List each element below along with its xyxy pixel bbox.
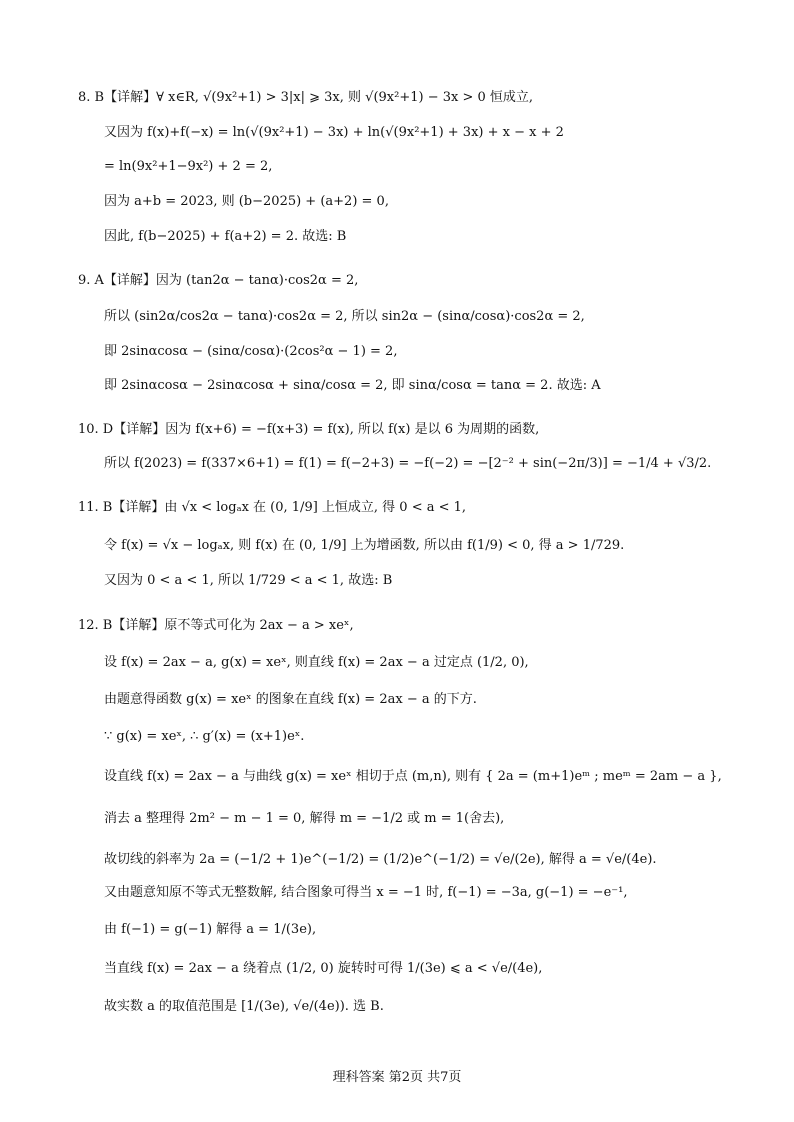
problem-11-line: 又因为 0 < a < 1, 所以 1/729 < a < 1, 故选: B — [104, 573, 393, 588]
problem-8-line: 8. B【详解】∀ x∈R, √(9x²+1) > 3|x| ⩾ 3x, 则 √(9x²+1) − 3x > 0 恒成立, — [78, 90, 534, 105]
problem-12-line: 故切线的斜率为 2a = (−1/2 + 1)e^(−1/2) = (1/2)e^(−1/2) = √e/(2e), 解得 a = √e/(4e). — [104, 852, 657, 867]
problem-12-line: 由 f(−1) = g(−1) 解得 a = 1/(3e), — [104, 922, 317, 937]
problem-10-line: 10. D【详解】因为 f(x+6) = −f(x+3) = f(x), 所以 f(x) 是以 6 为周期的函数, — [78, 422, 540, 437]
problem-12-line: 设 f(x) = 2ax − a, g(x) = xeˣ, 则直线 f(x) = 2ax − a 过定点 (1/2, 0), — [104, 655, 529, 670]
problem-12-line: 消去 a 整理得 2m² − m − 1 = 0, 解得 m = −1/2 或 m = 1(舍去), — [104, 811, 505, 826]
problem-9-line: 所以 (sin2α/cos2α − tanα)·cos2α = 2, 所以 sin2α − (sinα/cosα)·cos2α = 2, — [104, 309, 585, 324]
problem-8-line: 因为 a+b = 2023, 则 (b−2025) + (a+2) = 0, — [104, 194, 389, 209]
problem-12-line: 由题意得函数 g(x) = xeˣ 的图象在直线 f(x) = 2ax − a 的下方. — [104, 692, 477, 707]
problem-12-line: 12. B【详解】原不等式可化为 2ax − a > xeˣ, — [78, 618, 354, 633]
problem-9-line: 9. A【详解】因为 (tan2α − tanα)·cos2α = 2, — [78, 273, 359, 288]
problem-9-line: 即 2sinαcosα − (sinα/cosα)·(2cos²α − 1) = 2, — [104, 344, 398, 359]
problem-12-line: 当直线 f(x) = 2ax − a 绕着点 (1/2, 0) 旋转时可得 1/(3e) ⩽ a < √e/(4e), — [104, 961, 543, 976]
page-footer: 理科答案 第2页 共7页 — [332, 1070, 462, 1085]
problem-9-line: 即 2sinαcosα − 2sinαcosα + sinα/cosα = 2, 即 sinα/cosα = tanα = 2. 故选: A — [104, 378, 601, 393]
problem-8-line: = ln(9x²+1−9x²) + 2 = 2, — [104, 159, 273, 174]
problem-12-line: 故实数 a 的取值范围是 [1/(3e), √e/(4e)). 选 B. — [104, 999, 384, 1014]
problem-12-line: 又由题意知原不等式无整数解, 结合图象可得当 x = −1 时, f(−1) = −3a, g(−1) = −e⁻¹, — [104, 885, 628, 900]
problem-12-line: ∵ g(x) = xeˣ, ∴ g′(x) = (x+1)eˣ. — [104, 729, 305, 744]
problem-12-line: 设直线 f(x) = 2ax − a 与曲线 g(x) = xeˣ 相切于点 (m,n), 则有 { 2a = (m+1)eᵐ ; meᵐ = 2am − a }, — [104, 769, 722, 784]
problem-8-line: 因此, f(b−2025) + f(a+2) = 2. 故选: B — [104, 229, 347, 244]
problem-11-line: 令 f(x) = √x − logₐx, 则 f(x) 在 (0, 1/9] 上为增函数, 所以由 f(1/9) < 0, 得 a > 1/729. — [104, 538, 625, 553]
problem-8-line: 又因为 f(x)+f(−x) = ln(√(9x²+1) − 3x) + ln(√(9x²+1) + 3x) + x − x + 2 — [104, 125, 564, 140]
problem-10-line: 所以 f(2023) = f(337×6+1) = f(1) = f(−2+3) = −f(−2) = −[2⁻² + sin(−2π/3)] = −1/4 + √3/2. — [104, 456, 712, 471]
problem-11-line: 11. B【详解】由 √x < logₐx 在 (0, 1/9] 上恒成立, 得 0 < a < 1, — [78, 500, 467, 515]
